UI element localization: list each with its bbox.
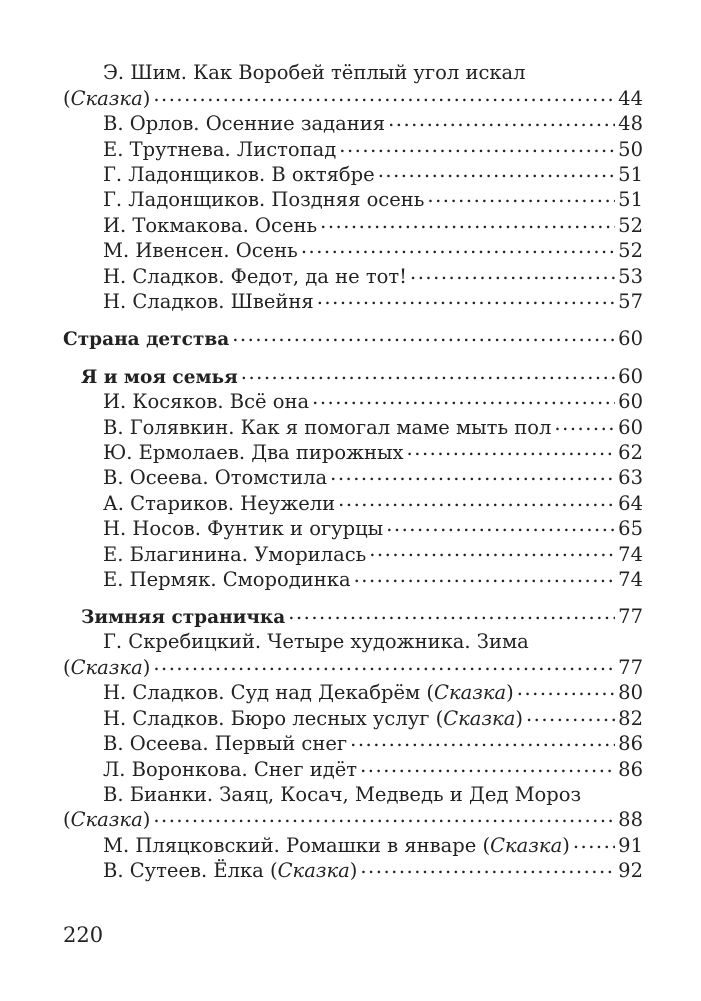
toc-entry	[63, 832, 643, 857]
toc-entry-page: 48	[618, 112, 643, 136]
toc-entry-page: 74	[618, 567, 643, 591]
dot-leader	[317, 289, 615, 309]
toc-entry-page: 63	[618, 466, 643, 490]
toc-entry-genre: Сказка	[277, 859, 350, 883]
toc-entry	[63, 756, 643, 781]
table-of-contents	[63, 60, 643, 883]
dot-leader	[427, 187, 615, 207]
toc-entry-genre: Сказка	[70, 656, 143, 680]
toc-entry-title: И. Косяков. Всё она	[103, 390, 310, 414]
toc-part-title: Страна детства	[63, 329, 230, 351]
toc-entry-title: Е. Трутнева. Листопад	[103, 137, 337, 161]
toc-entry-title: Ю. Ермолаев. Два пирожных	[103, 440, 404, 464]
toc-entry-page: 51	[618, 163, 643, 187]
page-number: 220	[63, 923, 104, 947]
toc-entry	[63, 111, 643, 136]
toc-entry-page: 86	[618, 757, 643, 781]
toc-entry-page: 62	[618, 440, 643, 464]
toc-entry-title-text: Н. Сладков. Бюро лесных услуг	[103, 706, 430, 730]
dot-leader	[573, 832, 615, 852]
dot-leader	[360, 858, 615, 878]
dot-leader	[288, 604, 615, 624]
toc-entry	[63, 263, 643, 288]
toc-entry-title: Н. Сладков. Швейня	[103, 290, 314, 314]
dot-leader	[153, 85, 615, 105]
toc-part-heading	[63, 326, 643, 351]
toc-section-heading	[63, 604, 643, 629]
toc-entry-first-line	[63, 629, 643, 654]
toc-entry	[63, 490, 643, 515]
dot-leader	[354, 566, 616, 586]
toc-entry-title: Н. Сладков. Бюро лесных услуг (Сказка)	[103, 706, 523, 730]
toc-entry-title: (Сказка)	[63, 656, 151, 680]
toc-entry	[63, 414, 643, 439]
toc-entry	[63, 566, 643, 591]
toc-entry-title: Н. Носов. Фунтик и огурцы	[103, 517, 384, 541]
toc-entry-genre: Сказка	[490, 833, 563, 857]
toc-entry-title: (Сказка)	[63, 808, 151, 832]
toc-entry-page: 74	[618, 542, 643, 566]
toc-entry-page: 91	[618, 833, 643, 857]
dot-leader	[407, 439, 616, 459]
dot-leader	[320, 212, 615, 232]
toc-entry-page: 50	[618, 137, 643, 161]
toc-entry	[63, 85, 643, 110]
toc-entry-page: 88	[618, 808, 643, 832]
dot-leader	[312, 389, 615, 409]
toc-entry-title: Г. Ладонщиков. В октябре	[103, 163, 375, 187]
dot-leader	[350, 731, 615, 751]
toc-entry	[63, 238, 643, 263]
dot-leader	[153, 655, 615, 675]
toc-entry-page: 86	[618, 732, 643, 756]
toc-entry-page: 64	[618, 491, 643, 515]
toc-entry-title: В. Голявкин. Как я помогал маме мыть пол	[103, 415, 552, 439]
toc-entry	[63, 289, 643, 314]
dot-leader	[378, 162, 615, 182]
dot-leader	[386, 516, 615, 536]
toc-entry-title: Е. Благинина. Уморилась	[103, 542, 367, 566]
toc-entry-page: 60	[618, 415, 643, 439]
dot-leader	[339, 136, 615, 156]
toc-entry-title: В. Сутеев. Ёлка (Сказка)	[103, 859, 358, 883]
toc-entry-title-text: Н. Сладков. Суд над Декабрём	[103, 681, 421, 705]
toc-section-title: Зимняя страничка	[81, 607, 286, 629]
toc-entry-title: М. Ивенсен. Осень	[103, 239, 298, 263]
toc-entry-page: 80	[618, 681, 643, 705]
dot-leader	[526, 705, 615, 725]
toc-entry-first-line	[63, 60, 643, 85]
toc-section-page: 60	[618, 364, 643, 388]
toc-entry	[63, 136, 643, 161]
toc-entry-title: В. Бианки. Заяц, Косач, Медведь и Дед Мороз	[103, 782, 582, 806]
toc-entry-page: 52	[618, 239, 643, 263]
toc-entry-title: В. Осеева. Первый снег	[103, 732, 348, 756]
toc-entry-genre: Сказка	[443, 706, 516, 730]
dot-leader	[410, 263, 615, 283]
spacer	[63, 592, 643, 604]
toc-entry-title: И. Токмакова. Осень	[103, 213, 318, 237]
toc-entry	[63, 705, 643, 730]
dot-leader	[388, 111, 615, 131]
toc-entry-page: 65	[618, 517, 643, 541]
toc-entry-title: М. Пляцковский. Ромашки в январе (Сказка)	[103, 833, 570, 857]
toc-entry-title-text: В. Сутеев. Ёлка	[103, 859, 264, 883]
toc-section-page: 77	[618, 605, 643, 629]
toc-entry-page: 53	[618, 264, 643, 288]
dot-leader	[554, 414, 615, 434]
toc-entry	[63, 655, 643, 680]
toc-entry-title: Л. Воронкова. Снег идёт	[103, 757, 358, 781]
toc-entry-title: В. Осеева. Отомстила	[103, 466, 328, 490]
toc-entry	[63, 731, 643, 756]
toc-entry-title: В. Орлов. Осенние задания	[103, 112, 386, 136]
toc-entry-page: 57	[618, 290, 643, 314]
toc-entry-genre: Сказка	[70, 86, 143, 110]
toc-entry-page: 51	[618, 188, 643, 212]
toc-section-heading	[63, 363, 643, 388]
toc-entry-genre: Сказка	[434, 681, 507, 705]
toc-entry	[63, 680, 643, 705]
toc-entry-title: Э. Шим. Как Воробей тёплый угол искал	[103, 61, 526, 84]
dot-leader	[241, 363, 615, 383]
dot-leader	[153, 807, 615, 827]
dot-leader	[369, 541, 615, 561]
toc-entry-title: Е. Пермяк. Смородинка	[103, 567, 351, 591]
toc-entry-title: А. Стариков. Неужели	[103, 491, 336, 515]
spacer	[63, 314, 643, 326]
dot-leader	[360, 756, 615, 776]
toc-entry-page: 82	[618, 706, 643, 730]
toc-entry-page: 52	[618, 213, 643, 237]
toc-entry	[63, 162, 643, 187]
toc-entry-title: Г. Ладонщиков. Поздняя осень	[103, 188, 425, 212]
toc-entry-page: 77	[618, 656, 643, 680]
toc-entry	[63, 389, 643, 414]
toc-entry-page: 60	[618, 390, 643, 414]
toc-entry	[63, 541, 643, 566]
toc-entry	[63, 516, 643, 541]
dot-leader	[232, 326, 615, 346]
toc-entry	[63, 212, 643, 237]
toc-part-page: 60	[618, 327, 643, 351]
toc-entry-title: Н. Сладков. Федот, да не тот!	[103, 264, 408, 288]
dot-leader	[301, 238, 615, 258]
toc-entry-genre: Сказка	[70, 808, 143, 832]
toc-entry-page: 44	[618, 86, 643, 110]
toc-entry-first-line	[63, 782, 643, 807]
dot-leader	[338, 490, 615, 510]
toc-entry	[63, 807, 643, 832]
toc-entry	[63, 187, 643, 212]
toc-entry-title: Н. Сладков. Суд над Декабрём (Сказка)	[103, 681, 514, 705]
toc-entry-title: (Сказка)	[63, 86, 151, 110]
dot-leader	[330, 465, 615, 485]
toc-entry-title-text: М. Пляцковский. Ромашки в январе	[103, 833, 477, 857]
dot-leader	[517, 680, 615, 700]
toc-entry-page: 92	[618, 859, 643, 883]
toc-entry	[63, 858, 643, 883]
toc-section-title: Я и моя семья	[81, 366, 238, 388]
spacer	[63, 351, 643, 363]
toc-entry-title: Г. Скребицкий. Четыре художника. Зима	[103, 630, 529, 654]
toc-entry	[63, 465, 643, 490]
toc-entry	[63, 439, 643, 464]
